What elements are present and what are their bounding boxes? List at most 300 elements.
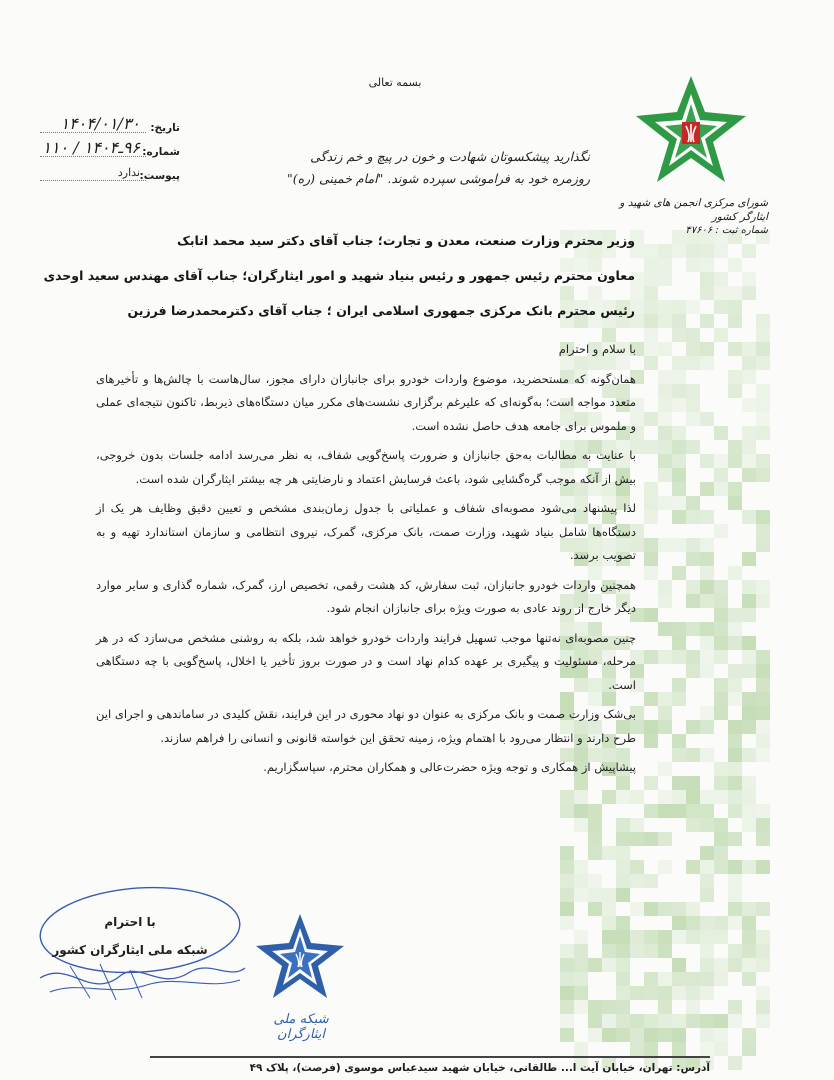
mosaic-cell <box>756 342 770 356</box>
mosaic-cell <box>574 804 588 818</box>
mosaic-cell <box>742 650 756 664</box>
mosaic-cell <box>686 776 700 790</box>
mosaic-cell <box>616 1000 630 1014</box>
mosaic-cell <box>728 300 742 314</box>
mosaic-cell <box>602 1014 616 1028</box>
mosaic-cell <box>742 510 756 524</box>
mosaic-cell <box>686 398 700 412</box>
footer-divider <box>150 1056 710 1058</box>
body-paragraph: همان‌گونه که مستحضرید، موضوع واردات خودرو برای جانبازان دارای مجوز، سال‌هاست با چالش‌ها و تأخیرهای متعدد مواجه است؛ به‌گونه‌ای که علیرغم برگزاری نشست‌های مکرر میان دستگاه‌های ذیربط، تاکنون نتیجه‌ای عملی و ملموس برای جامعه هدف حاصل نشده است. <box>96 371 636 433</box>
mosaic-cell <box>658 258 672 272</box>
mosaic-cell <box>742 958 756 972</box>
mosaic-cell <box>658 650 672 664</box>
addressee-block <box>43 226 635 331</box>
mosaic-cell <box>686 594 700 608</box>
mosaic-cell <box>588 804 602 818</box>
mosaic-cell <box>560 1028 574 1042</box>
number-row <box>40 138 180 162</box>
mosaic-cell <box>574 1000 588 1014</box>
mosaic-cell <box>700 790 714 804</box>
mosaic-cell <box>728 1000 742 1014</box>
mosaic-cell <box>602 846 616 860</box>
mosaic-cell <box>644 314 658 328</box>
body-paragraph: پیشاپیش از همکاری و توجه ویژه حضرت‌عالی و همکاران محترم، سپاسگزاریم. <box>263 760 636 774</box>
mosaic-cell <box>714 244 728 258</box>
mosaic-cell <box>756 314 770 328</box>
mosaic-cell <box>672 916 686 930</box>
mosaic-cell <box>728 720 742 734</box>
mosaic-cell <box>700 1028 714 1042</box>
mosaic-cell <box>616 860 630 874</box>
mosaic-cell <box>644 608 658 622</box>
mosaic-cell <box>560 944 574 958</box>
mosaic-cell <box>742 776 756 790</box>
mosaic-cell <box>658 468 672 482</box>
mosaic-cell <box>686 356 700 370</box>
mosaic-cell <box>756 1000 770 1014</box>
mosaic-cell <box>714 328 728 342</box>
mosaic-cell <box>714 818 728 832</box>
letter-body <box>96 338 636 786</box>
mosaic-cell <box>700 650 714 664</box>
mosaic-cell <box>700 846 714 860</box>
mosaic-cell <box>700 664 714 678</box>
mosaic-cell <box>728 566 742 580</box>
mosaic-cell <box>672 678 686 692</box>
mosaic-cell <box>728 454 742 468</box>
mosaic-cell <box>644 258 658 272</box>
mosaic-cell <box>686 818 700 832</box>
mosaic-cell <box>700 356 714 370</box>
mosaic-cell <box>756 930 770 944</box>
mosaic-cell <box>574 874 588 888</box>
mosaic-cell <box>630 1028 644 1042</box>
mosaic-cell <box>700 594 714 608</box>
mosaic-cell <box>700 930 714 944</box>
mosaic-cell <box>700 1042 714 1056</box>
mosaic-cell <box>672 426 686 440</box>
mosaic-cell <box>672 566 686 580</box>
mosaic-cell <box>686 804 700 818</box>
mosaic-cell <box>672 1028 686 1042</box>
mosaic-cell <box>560 874 574 888</box>
mosaic-cell <box>616 790 630 804</box>
mosaic-cell <box>630 902 644 916</box>
mosaic-cell <box>756 958 770 972</box>
body-paragraph: چنین مصوبه‌ای نه‌تنها موجب تسهیل فرایند واردات خودرو خواهد شد، بلکه به روشنی مشخص می‌سازد که در هر مرحله، مسئولیت و پیگیری بر عهده کدام نهاد است و در صورت بروز تأخیر یا اخلال، پاسخ‌گویی با چه دستگاهی است. <box>96 630 636 692</box>
mosaic-cell <box>686 538 700 552</box>
mosaic-cell <box>574 888 588 902</box>
mosaic-cell <box>756 412 770 426</box>
mosaic-cell <box>560 804 574 818</box>
mosaic-cell <box>616 874 630 888</box>
mosaic-cell <box>700 804 714 818</box>
mosaic-cell <box>672 902 686 916</box>
mosaic-cell <box>728 384 742 398</box>
mosaic-cell <box>616 916 630 930</box>
mosaic-cell <box>686 244 700 258</box>
mosaic-cell <box>714 650 728 664</box>
attachment-row <box>40 162 180 186</box>
mosaic-cell <box>672 496 686 510</box>
mosaic-cell <box>672 314 686 328</box>
mosaic-cell <box>728 944 742 958</box>
mosaic-cell <box>644 720 658 734</box>
mosaic-cell <box>714 916 728 930</box>
network-logo-text: شبکه ملی ایثارگران <box>273 1012 329 1042</box>
mosaic-cell <box>644 734 658 748</box>
mosaic-cell <box>756 748 770 762</box>
mosaic-cell <box>672 454 686 468</box>
mosaic-cell <box>574 944 588 958</box>
mosaic-cell <box>756 678 770 692</box>
mosaic-cell <box>658 860 672 874</box>
mosaic-cell <box>756 944 770 958</box>
mosaic-cell <box>714 860 728 874</box>
mosaic-cell <box>630 874 644 888</box>
number-value: ۹۶ـ۱۴۰۴ / ۱۱۰ <box>42 138 140 157</box>
addressee-line: رئیس محترم بانک مرکزی جمهوری اسلامی ایران ؛ جناب آقای دکترمحمدرضا فرزین <box>127 303 635 318</box>
mosaic-cell <box>644 832 658 846</box>
body-paragraph: همچنین واردات خودرو جانبازان، ثبت سفارش، کد هشت رقمی، تخصیص ارز، گمرک، شماره گذاری و سایر موارد دیگر خارج از روند عادی به صورت ویژه برای جانبازان انجام شود. <box>96 577 636 615</box>
mosaic-cell <box>658 538 672 552</box>
mosaic-cell <box>672 482 686 496</box>
mosaic-cell <box>742 370 756 384</box>
mosaic-cell <box>560 1000 574 1014</box>
mosaic-cell <box>714 580 728 594</box>
mosaic-cell <box>728 804 742 818</box>
mosaic-cell <box>686 510 700 524</box>
mosaic-cell <box>756 706 770 720</box>
mosaic-cell <box>672 622 686 636</box>
mosaic-cell <box>686 720 700 734</box>
mosaic-cell <box>672 650 686 664</box>
mosaic-cell <box>686 986 700 1000</box>
mosaic-cell <box>714 1014 728 1028</box>
mosaic-cell <box>672 986 686 1000</box>
mosaic-cell <box>630 818 644 832</box>
mosaic-cell <box>560 846 574 860</box>
mosaic-cell <box>756 804 770 818</box>
mosaic-cell <box>644 496 658 510</box>
mosaic-cell <box>756 328 770 342</box>
mosaic-cell <box>658 412 672 426</box>
mosaic-cell <box>742 468 756 482</box>
attachment-dotted-line <box>40 180 146 181</box>
mosaic-cell <box>602 916 616 930</box>
mosaic-cell <box>756 1014 770 1028</box>
mosaic-cell <box>602 888 616 902</box>
mosaic-cell <box>742 804 756 818</box>
mosaic-cell <box>644 356 658 370</box>
letter-metadata <box>40 114 180 186</box>
mosaic-cell <box>714 300 728 314</box>
mosaic-cell <box>700 720 714 734</box>
mosaic-cell <box>560 972 574 986</box>
mosaic-cell <box>672 804 686 818</box>
mosaic-cell <box>658 594 672 608</box>
mosaic-cell <box>658 426 672 440</box>
mosaic-cell <box>742 818 756 832</box>
mosaic-cell <box>728 916 742 930</box>
mosaic-cell <box>728 482 742 496</box>
mosaic-cell <box>714 636 728 650</box>
mosaic-cell <box>742 398 756 412</box>
mosaic-cell <box>672 356 686 370</box>
mosaic-cell <box>658 692 672 706</box>
mosaic-cell <box>700 538 714 552</box>
mosaic-cell <box>630 1042 644 1056</box>
mosaic-cell <box>714 776 728 790</box>
mosaic-cell <box>728 314 742 328</box>
mosaic-cell <box>742 608 756 622</box>
mosaic-cell <box>728 874 742 888</box>
mosaic-cell <box>714 622 728 636</box>
mosaic-cell <box>672 384 686 398</box>
mosaic-cell <box>672 790 686 804</box>
council-logo-caption <box>618 196 768 238</box>
council-name: شورای مرکزی انجمن های شهید و ایثارگر کشور <box>619 197 768 223</box>
mosaic-cell <box>658 580 672 594</box>
mosaic-cell <box>742 916 756 930</box>
mosaic-cell <box>700 580 714 594</box>
mosaic-cell <box>756 902 770 916</box>
mosaic-cell <box>742 1042 756 1056</box>
council-emblem-logo <box>628 72 754 202</box>
mosaic-cell <box>644 776 658 790</box>
mosaic-cell <box>686 342 700 356</box>
mosaic-cell <box>742 790 756 804</box>
mosaic-cell <box>714 272 728 286</box>
mosaic-cell <box>658 1028 672 1042</box>
mosaic-cell <box>756 986 770 1000</box>
mosaic-cell <box>630 944 644 958</box>
mosaic-cell <box>560 986 574 1000</box>
mosaic-cell <box>700 314 714 328</box>
mosaic-cell <box>700 622 714 636</box>
mosaic-cell <box>644 1014 658 1028</box>
mosaic-cell <box>616 832 630 846</box>
mosaic-cell <box>756 692 770 706</box>
number-label: شماره: <box>142 146 180 158</box>
mosaic-cell <box>700 860 714 874</box>
mosaic-cell <box>630 986 644 1000</box>
mosaic-cell <box>658 370 672 384</box>
mosaic-cell <box>756 524 770 538</box>
mosaic-cell <box>756 468 770 482</box>
mosaic-cell <box>672 958 686 972</box>
mosaic-cell <box>700 272 714 286</box>
mosaic-cell <box>574 860 588 874</box>
mosaic-cell <box>630 860 644 874</box>
mosaic-cell <box>686 440 700 454</box>
mosaic-cell <box>588 832 602 846</box>
mosaic-cell <box>714 832 728 846</box>
mosaic-cell <box>714 482 728 496</box>
mosaic-cell <box>616 1014 630 1028</box>
mosaic-cell <box>756 398 770 412</box>
mosaic-cell <box>700 412 714 426</box>
mosaic-cell <box>644 328 658 342</box>
body-paragraph: لذا پیشنهاد می‌شود مصوبه‌ای شفاف و عملیاتی با جدول زمان‌بندی مشخص و تعیین دقیق وظایف هر یک از دستگاه‌ها شامل بنیاد شهید، وزارت صمت، بانک مرکزی، گمرک، نیروی انتظامی و سازمان استاندارد تهیه و به تصویب برسد. <box>96 501 636 562</box>
mosaic-cell <box>728 342 742 356</box>
body-paragraph: با عنایت به مطالبات به‌حق جانبازان و ضرورت پاسخ‌گویی شفاف، به نظر می‌رسد ادامه جلسات بدون خروجی، بیش از آنکه موجب گره‌گشایی شود، باعث فرسایش اعتماد و نارضایتی هر چه بیشتر ایثارگران شده است. <box>96 448 636 486</box>
mosaic-cell <box>616 846 630 860</box>
mosaic-cell <box>742 706 756 720</box>
mosaic-cell <box>742 1028 756 1042</box>
mosaic-cell <box>588 846 602 860</box>
mosaic-cell <box>700 258 714 272</box>
mosaic-cell <box>644 510 658 524</box>
mosaic-cell <box>700 244 714 258</box>
mosaic-cell <box>574 1042 588 1056</box>
mosaic-cell <box>672 244 686 258</box>
mosaic-cell <box>714 692 728 706</box>
mosaic-cell <box>574 818 588 832</box>
mosaic-cell <box>742 356 756 370</box>
mosaic-cell <box>714 972 728 986</box>
mosaic-cell <box>574 986 588 1000</box>
mosaic-cell <box>756 720 770 734</box>
mosaic-cell <box>616 818 630 832</box>
mosaic-cell <box>644 902 658 916</box>
mosaic-cell <box>672 930 686 944</box>
mosaic-cell <box>672 972 686 986</box>
mosaic-cell <box>658 384 672 398</box>
closing-block <box>50 908 210 964</box>
mosaic-cell <box>644 412 658 426</box>
mosaic-cell <box>714 930 728 944</box>
mosaic-cell <box>700 888 714 902</box>
mosaic-cell <box>742 748 756 762</box>
mosaic-cell <box>644 692 658 706</box>
attachment-label: پیوست: <box>139 170 180 182</box>
mosaic-cell <box>602 958 616 972</box>
mosaic-cell <box>658 986 672 1000</box>
mosaic-cell <box>560 902 574 916</box>
mosaic-cell <box>616 972 630 986</box>
mosaic-cell <box>728 258 742 272</box>
mosaic-cell <box>658 930 672 944</box>
mosaic-cell <box>658 832 672 846</box>
mosaic-cell <box>700 510 714 524</box>
mosaic-cell <box>714 846 728 860</box>
mosaic-cell <box>560 790 574 804</box>
mosaic-cell <box>658 1000 672 1014</box>
mosaic-cell <box>672 636 686 650</box>
mosaic-cell <box>742 454 756 468</box>
mosaic-cell <box>658 1014 672 1028</box>
mosaic-cell <box>616 930 630 944</box>
mosaic-cell <box>644 1042 658 1056</box>
mosaic-cell <box>686 664 700 678</box>
quote-line-2: روزمره خود به فراموشی سپرده شوند. "امام خمینی (ره)" <box>286 171 590 186</box>
mosaic-cell <box>658 706 672 720</box>
mosaic-cell <box>728 678 742 692</box>
mosaic-cell <box>714 790 728 804</box>
mosaic-cell <box>714 678 728 692</box>
mosaic-cell <box>574 958 588 972</box>
mosaic-cell <box>644 944 658 958</box>
mosaic-cell <box>686 902 700 916</box>
footer-address: آدرس: تهران، خیابان آیت ا... طالقانی، خیابان شهید سیدعباس موسوی (فرصت)، پلاک ۴۹ <box>249 1062 710 1074</box>
mosaic-cell <box>714 454 728 468</box>
mosaic-cell <box>700 566 714 580</box>
mosaic-cell <box>588 1014 602 1028</box>
mosaic-cell <box>756 356 770 370</box>
mosaic-cell <box>700 552 714 566</box>
mosaic-cell <box>658 720 672 734</box>
mosaic-cell <box>742 930 756 944</box>
mosaic-cell <box>672 510 686 524</box>
mosaic-cell <box>686 580 700 594</box>
mosaic-cell <box>658 902 672 916</box>
mosaic-cell <box>742 272 756 286</box>
mosaic-cell <box>672 468 686 482</box>
mosaic-cell <box>742 664 756 678</box>
mosaic-cell <box>728 762 742 776</box>
mosaic-cell <box>644 972 658 986</box>
attachment-value: ندارد <box>117 166 140 179</box>
mosaic-cell <box>686 860 700 874</box>
mosaic-cell <box>588 1028 602 1042</box>
mosaic-cell <box>574 972 588 986</box>
mosaic-cell <box>672 370 686 384</box>
mosaic-cell <box>672 748 686 762</box>
mosaic-cell <box>686 790 700 804</box>
mosaic-cell <box>644 538 658 552</box>
mosaic-cell <box>728 692 742 706</box>
mosaic-cell <box>742 860 756 874</box>
mosaic-cell <box>574 930 588 944</box>
mosaic-cell <box>700 636 714 650</box>
addressee-line: وزیر محترم وزارت صنعت، معدن و تجارت؛ جناب آقای دکتر سید محمد اتابک <box>177 233 635 248</box>
mosaic-cell <box>616 944 630 958</box>
date-row <box>40 114 180 138</box>
mosaic-cell <box>686 258 700 272</box>
mosaic-cell <box>644 804 658 818</box>
mosaic-cell <box>686 552 700 566</box>
mosaic-cell <box>686 972 700 986</box>
mosaic-cell <box>742 636 756 650</box>
mosaic-cell <box>700 1014 714 1028</box>
mosaic-cell <box>686 328 700 342</box>
mosaic-cell <box>700 482 714 496</box>
mosaic-cell <box>658 342 672 356</box>
mosaic-cell <box>728 888 742 902</box>
mosaic-cell <box>560 958 574 972</box>
mosaic-cell <box>658 454 672 468</box>
mosaic-cell <box>742 720 756 734</box>
mosaic-cell <box>644 1028 658 1042</box>
mosaic-cell <box>686 1000 700 1014</box>
mosaic-cell <box>728 496 742 510</box>
mosaic-cell <box>714 958 728 972</box>
mosaic-cell <box>756 454 770 468</box>
mosaic-cell <box>658 398 672 412</box>
mosaic-cell <box>672 734 686 748</box>
mosaic-cell <box>560 860 574 874</box>
mosaic-cell <box>588 958 602 972</box>
mosaic-cell <box>672 692 686 706</box>
mosaic-cell <box>742 594 756 608</box>
mosaic-cell <box>756 426 770 440</box>
mosaic-cell <box>616 888 630 902</box>
mosaic-cell <box>560 888 574 902</box>
mosaic-cell <box>700 342 714 356</box>
mosaic-cell <box>756 384 770 398</box>
mosaic-cell <box>644 552 658 566</box>
